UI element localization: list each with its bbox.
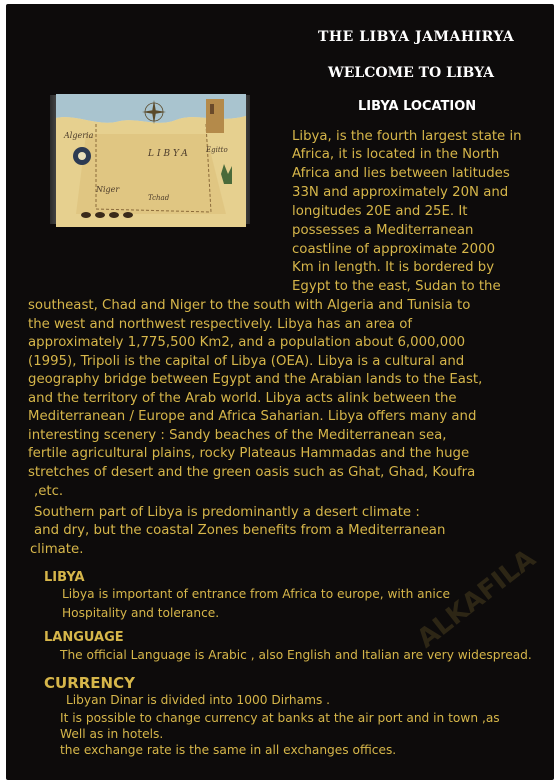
body-line: and dry, but the coastal Zones benefits from a Mediterranean: [34, 523, 446, 538]
body-line: interesting scenery : Sandy beaches of the Mediterranean sea,: [28, 428, 447, 443]
title-location: LIBYA LOCATION: [358, 99, 477, 114]
body-line: fertile agricultural plains, rocky Plateaus Hammadas and the huge: [28, 446, 470, 461]
map-label-niger: Niger: [96, 185, 120, 194]
brochure-page: [6, 4, 554, 780]
currency-line-2: It is possible to change currency at banks at the air port and in town ,as: [60, 711, 500, 725]
map-label-algeria: Algeria: [64, 131, 94, 140]
body-line: geography bridge between Egypt and the Arabian lands to the East,: [28, 372, 483, 387]
body-line: Mediterranean / Europe and Africa Saharian. Libya offers many and: [28, 409, 477, 424]
libya-map-icon: [56, 94, 246, 227]
map-label-tchad: Tchad: [148, 194, 170, 202]
body-line: the west and northwest respectively. Libya has an area of: [28, 317, 413, 332]
body-line: stretches of desert and the green oasis such as Ghat, Ghad, Koufra: [28, 465, 476, 480]
body-line: Egypt to the east, Sudan to the: [292, 279, 501, 294]
body-line: climate.: [30, 542, 84, 557]
body-line: Africa, it is located in the North: [292, 147, 500, 162]
title-welcome: WELCOME TO LIBYA: [328, 65, 495, 81]
currency-line-1: Libyan Dinar is divided into 1000 Dirhams .: [66, 693, 331, 707]
section-heading-language: LANGUAGE: [44, 630, 124, 645]
body-line: and the territory of the Arab world. Libya acts alink between the: [28, 391, 457, 406]
currency-line-4: the exchange rate is the same in all exchanges offices.: [60, 743, 397, 757]
libya-line-1: Libya is important of entrance from Africa to europe, with anice: [62, 587, 450, 601]
title-jamahirya: THE LIBYA JAMAHIRYA: [318, 29, 515, 45]
body-line: (1995), Tripoli is the capital of Libya (OEA). Libya is a cultural and: [28, 354, 465, 369]
body-line: southeast, Chad and Niger to the south with Algeria and Tunisia to: [28, 298, 471, 313]
body-line: Km in length. It is bordered by: [292, 260, 495, 275]
libya-line-2: Hospitality and tolerance.: [62, 606, 220, 620]
body-line: Libya, is the fourth largest state in: [292, 129, 522, 144]
body-line: ,etc.: [34, 484, 64, 499]
map-label-libya: LIBYA: [148, 149, 191, 159]
body-line: possesses a Mediterranean: [292, 223, 474, 238]
body-line: longitudes 20E and 25E. It: [292, 204, 468, 219]
body-line: approximately 1,775,500 Km2, and a population about 6,000,000: [28, 335, 466, 350]
section-heading-currency: CURRENCY: [44, 674, 135, 692]
body-line: 33N and approximately 20N and: [292, 185, 509, 200]
language-line-1: The official Language is Arabic , also English and Italian are very widespread.: [60, 648, 532, 662]
body-line: Africa and lies between latitudes: [292, 166, 510, 181]
section-heading-libya: LIBYA: [44, 570, 85, 585]
body-line: coastline of approximate 2000: [292, 242, 496, 257]
map-label-egitto: Egitto: [206, 146, 228, 154]
currency-line-3: Well as in hotels.: [60, 727, 164, 741]
body-line: Southern part of Libya is predominantly a desert climate :: [34, 505, 420, 520]
watermark-text: ALKAFILA: [411, 543, 542, 655]
